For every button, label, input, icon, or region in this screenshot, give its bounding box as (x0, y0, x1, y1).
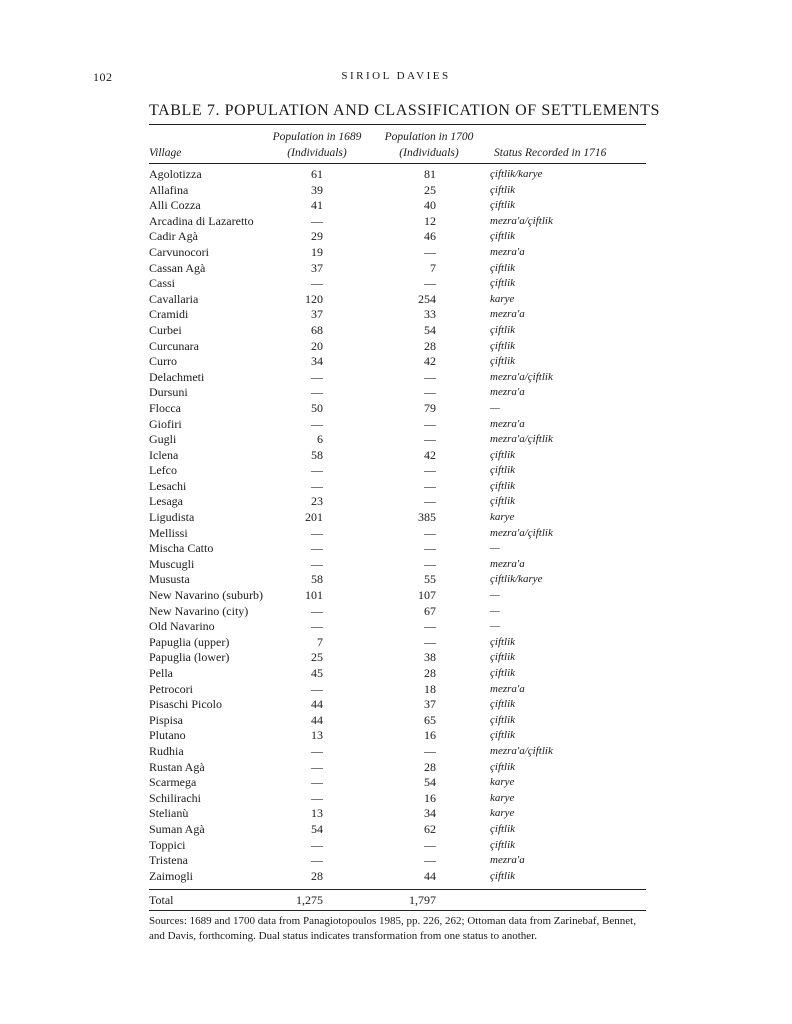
column-header-village: Village (149, 147, 182, 159)
village-cell: Cassi (149, 276, 176, 291)
pop1689-cell: — (311, 837, 323, 852)
table-row (149, 385, 646, 401)
table-row (149, 713, 646, 729)
pop1689-cell: 44 (311, 697, 323, 712)
status-cell: karye (490, 791, 515, 804)
status-cell: mezra'a/çiftlik (490, 744, 553, 757)
table-row (149, 307, 646, 323)
table-row (149, 588, 646, 604)
status-cell: karye (490, 511, 515, 524)
pop1689-cell: 61 (311, 167, 323, 181)
pop1689-cell: 25 (311, 650, 323, 665)
column-header-pop1689-line2: (Individuals) (287, 147, 347, 159)
status-cell: çiftlik (490, 651, 516, 664)
pop1700-cell: 18 (424, 681, 436, 696)
status-cell: mezra'a (490, 245, 525, 258)
page-number: 102 (93, 70, 113, 84)
pop1700-cell: 62 (424, 821, 436, 836)
pop1689-cell: 7 (317, 634, 323, 649)
pop1700-cell: — (424, 541, 436, 556)
village-cell: Petrocori (149, 681, 193, 696)
pop1700-cell: — (424, 556, 436, 571)
status-cell: — (490, 542, 500, 555)
status-cell: çiftlik (490, 822, 516, 835)
table-row (149, 775, 646, 791)
table-row (149, 697, 646, 713)
status-cell: — (490, 604, 500, 617)
table-row (149, 682, 646, 698)
status-cell: çiftlik (490, 199, 516, 212)
pop1700-cell: 12 (424, 213, 436, 228)
table-row (149, 744, 646, 760)
pop1700-cell: 54 (424, 322, 436, 337)
pop1700-cell: 65 (424, 712, 436, 727)
table-row (149, 167, 646, 183)
pop1689-cell: — (311, 759, 323, 774)
status-cell: mezra'a (490, 386, 525, 399)
status-cell: mezra'a/çiftlik (490, 433, 553, 446)
pop1700-cell: — (424, 463, 436, 478)
status-cell: çiftlik (490, 760, 516, 773)
village-cell: Mischa Catto (149, 541, 214, 556)
pop1700-cell: — (424, 853, 436, 868)
status-cell: çiftlik (490, 277, 516, 290)
status-cell: çiftlik (490, 713, 516, 726)
table-row (149, 198, 646, 214)
pop1700-cell: 33 (424, 307, 436, 322)
village-cell: Curbei (149, 322, 182, 337)
status-cell: mezra'a (490, 308, 525, 321)
status-cell: çiftlik (490, 667, 516, 679)
status-cell: — (490, 589, 500, 602)
pop1689-cell: 28 (311, 868, 323, 883)
table-row (149, 292, 646, 308)
village-cell: Pispisa (149, 712, 184, 727)
village-cell: Papuglia (lower) (149, 650, 230, 665)
bottom-rule (149, 910, 646, 911)
village-cell: Zaimogli (149, 868, 193, 883)
pop1689-cell: — (311, 478, 323, 493)
status-cell: çiftlik (490, 464, 516, 477)
table-row (149, 869, 646, 885)
table-row (149, 572, 646, 588)
pop1700-cell: 79 (424, 400, 436, 415)
pop1700-cell: 25 (424, 182, 436, 197)
village-cell: Old Navarino (149, 619, 215, 634)
pop1689-cell: 50 (311, 400, 323, 415)
pop1700-cell: — (424, 525, 436, 540)
status-cell: çiftlik (490, 838, 516, 851)
village-cell: Lesachi (149, 478, 187, 493)
village-cell: Papuglia (upper) (149, 634, 230, 649)
pop1689-cell: — (311, 213, 323, 228)
pop1689-cell: 6 (317, 432, 323, 447)
column-header-pop1700-line1: Population in 1700 (384, 131, 474, 143)
pop1700-cell: 81 (424, 167, 436, 181)
header-rule (149, 163, 646, 164)
status-cell: çiftlik (490, 339, 516, 352)
table-row (149, 604, 646, 620)
pop1689-cell: 19 (311, 244, 323, 259)
village-cell: Lefco (149, 463, 177, 478)
pop1700-cell: — (424, 743, 436, 758)
village-cell: Tristena (149, 853, 188, 868)
total-rule (149, 889, 646, 890)
village-cell: Plutano (149, 728, 186, 743)
pop1700-cell: 254 (418, 291, 436, 306)
pop1689-cell: 20 (311, 338, 323, 353)
pop1689-cell: — (311, 463, 323, 478)
status-cell: çiftlik (490, 479, 516, 492)
village-cell: Schilirachi (149, 790, 201, 805)
pop1689-cell: — (311, 790, 323, 805)
pop1700-cell: 67 (424, 603, 436, 618)
status-cell: çiftlik (490, 355, 516, 368)
table-row (149, 853, 646, 869)
pop1689-cell: 45 (311, 666, 323, 680)
total-pop1689: 1,275 (296, 893, 323, 907)
pop1700-cell: 107 (418, 588, 436, 603)
table-row (149, 557, 646, 573)
status-cell: çiftlik/karye (490, 573, 543, 586)
pop1700-cell: — (424, 385, 436, 400)
pop1689-cell: — (311, 556, 323, 571)
pop1689-cell: 120 (305, 291, 323, 306)
status-cell: karye (490, 776, 515, 789)
village-cell: Curro (149, 354, 177, 369)
pop1689-cell: — (311, 276, 323, 291)
table-row (149, 526, 646, 542)
table-row (149, 323, 646, 339)
pop1689-cell: 39 (311, 182, 323, 197)
status-cell: karye (490, 807, 515, 820)
pop1700-cell: — (424, 432, 436, 447)
pop1689-cell: 37 (311, 260, 323, 275)
pop1700-cell: 34 (424, 806, 436, 821)
pop1700-cell: 16 (424, 790, 436, 805)
pop1689-cell: — (311, 681, 323, 696)
pop1689-cell: — (311, 525, 323, 540)
village-cell: New Navarino (city) (149, 603, 249, 618)
village-cell: Mellissi (149, 525, 188, 540)
pop1700-cell: 16 (424, 728, 436, 743)
pop1689-cell: 34 (311, 354, 323, 369)
village-cell: Ligudista (149, 510, 195, 525)
village-cell: Curcunara (149, 338, 199, 353)
status-cell: çiftlik (490, 495, 516, 508)
pop1689-cell: — (311, 775, 323, 790)
table-row (149, 838, 646, 854)
pop1689-cell: — (311, 416, 323, 431)
village-cell: New Navarino (suburb) (149, 588, 263, 603)
pop1700-cell: 28 (424, 338, 436, 353)
status-cell: mezra'a (490, 854, 525, 867)
status-cell: çiftlik (490, 869, 516, 882)
pop1700-cell: 40 (424, 198, 436, 213)
village-cell: Allafina (149, 182, 189, 197)
status-cell: çiftlik (490, 635, 516, 648)
table-row (149, 806, 646, 822)
pop1700-cell: — (424, 276, 436, 291)
village-cell: Giofiri (149, 416, 182, 431)
pop1689-cell: 41 (311, 198, 323, 213)
pop1689-cell: — (311, 385, 323, 400)
pop1689-cell: 101 (305, 588, 323, 603)
status-cell: çiftlik (490, 261, 516, 274)
table-row (149, 370, 646, 386)
village-cell: Lesaga (149, 494, 183, 509)
table-row (149, 417, 646, 433)
status-cell: mezra'a (490, 557, 525, 570)
table-row (149, 635, 646, 651)
village-cell: Mususta (149, 572, 190, 587)
pop1689-cell: 44 (311, 712, 323, 727)
column-header-pop1689 (262, 129, 372, 161)
village-cell: Cassan Agà (149, 260, 206, 275)
table-row (149, 463, 646, 479)
pop1700-cell: — (424, 634, 436, 649)
village-cell: Iclena (149, 447, 179, 462)
table-row (149, 479, 646, 495)
pop1689-cell: 68 (311, 322, 323, 337)
status-cell: mezra'a/çiftlik (490, 370, 553, 383)
total-row (149, 892, 646, 908)
table-row (149, 760, 646, 776)
pop1689-cell: — (311, 541, 323, 556)
total-pop1700: 1,797 (409, 893, 436, 907)
table-row (149, 339, 646, 355)
pop1700-cell: 37 (424, 697, 436, 712)
pop1700-cell: 42 (424, 354, 436, 369)
status-cell: çiftlik (490, 698, 516, 711)
table-row (149, 276, 646, 292)
table-row (149, 650, 646, 666)
title-rule (149, 124, 646, 125)
pop1700-cell: 28 (424, 759, 436, 774)
table-row (149, 791, 646, 807)
village-cell: Dursuni (149, 385, 188, 400)
pop1700-cell: 28 (424, 666, 436, 680)
table-row (149, 401, 646, 417)
pop1700-cell: 7 (430, 260, 436, 275)
pop1689-cell: — (311, 603, 323, 618)
village-cell: Toppici (149, 837, 186, 852)
column-header-pop1689-line1: Population in 1689 (272, 131, 362, 143)
pop1700-cell: — (424, 837, 436, 852)
table-body (149, 167, 646, 884)
pop1689-cell: — (311, 743, 323, 758)
table-row (149, 619, 646, 635)
village-cell: Delachmeti (149, 369, 205, 384)
status-cell: karye (490, 292, 515, 305)
status-cell: çiftlik (490, 323, 516, 336)
table-row (149, 432, 646, 448)
pop1700-cell: — (424, 416, 436, 431)
village-cell: Cadir Agà (149, 229, 198, 244)
village-cell: Suman Agà (149, 821, 205, 836)
pop1689-cell: 13 (311, 728, 323, 743)
status-cell: çiftlik (490, 183, 516, 196)
table-row (149, 728, 646, 744)
village-cell: Rustan Agà (149, 759, 205, 774)
column-header-pop1700-line2: (Individuals) (399, 147, 459, 159)
pop1700-cell: 54 (424, 775, 436, 790)
table-row (149, 229, 646, 245)
pop1689-cell: 29 (311, 229, 323, 244)
table-row (149, 214, 646, 230)
pop1689-cell: — (311, 619, 323, 634)
pop1689-cell: — (311, 853, 323, 868)
column-header-status: Status Recorded in 1716 (494, 147, 607, 159)
pop1700-cell: 42 (424, 447, 436, 462)
status-cell: çiftlik/karye (490, 168, 543, 180)
village-cell: Carvunocori (149, 244, 209, 259)
table-row (149, 541, 646, 557)
pop1700-cell: 55 (424, 572, 436, 587)
table-row (149, 261, 646, 277)
pop1700-cell: 38 (424, 650, 436, 665)
village-cell: Arcadina di Lazaretto (149, 213, 254, 228)
village-cell: Scarmega (149, 775, 197, 790)
village-cell: Flocca (149, 400, 181, 415)
village-cell: Gugli (149, 432, 177, 447)
pop1689-cell: 13 (311, 806, 323, 821)
pop1689-cell: 23 (311, 494, 323, 509)
pop1689-cell: 37 (311, 307, 323, 322)
status-cell: — (490, 401, 500, 414)
table-row (149, 666, 646, 682)
status-cell: çiftlik (490, 729, 516, 742)
table-row (149, 183, 646, 199)
status-cell: mezra'a/çiftlik (490, 526, 553, 539)
pop1700-cell: — (424, 478, 436, 493)
village-cell: Alli Cozza (149, 198, 201, 213)
sources-note: Sources: 1689 and 1700 data from Panagiotopoulos 1985, pp. 226, 262; Ottoman data from Zarinebaf, Bennet, and Davis, forthcoming. Dual status indicates transformation from one status to another. (149, 915, 636, 942)
status-cell: çiftlik (490, 230, 516, 243)
pop1700-cell: — (424, 494, 436, 509)
village-cell: Cavallaria (149, 291, 199, 306)
pop1689-cell: 54 (311, 821, 323, 836)
village-cell: Pella (149, 666, 173, 680)
column-header-pop1700 (372, 129, 486, 161)
status-cell: çiftlik (490, 448, 516, 461)
pop1700-cell: — (424, 244, 436, 259)
table-row (149, 245, 646, 261)
pop1700-cell: — (424, 369, 436, 384)
pop1689-cell: — (311, 369, 323, 384)
total-label: Total (149, 893, 174, 907)
running-head: SIRIOL DAVIES (341, 70, 451, 82)
table-title: TABLE 7. POPULATION AND CLASSIFICATION OF SETTLEMENTS (149, 102, 660, 119)
table-row (149, 510, 646, 526)
pop1689-cell: 58 (311, 447, 323, 462)
pop1689-cell: 58 (311, 572, 323, 587)
village-cell: Rudhia (149, 743, 184, 758)
pop1700-cell: — (424, 619, 436, 634)
status-cell: mezra'a/çiftlik (490, 214, 553, 227)
table-row (149, 822, 646, 838)
pop1700-cell: 385 (418, 510, 436, 525)
village-cell: Agolotizza (149, 167, 202, 181)
pop1700-cell: 44 (424, 868, 436, 883)
table-row (149, 354, 646, 370)
pop1700-cell: 46 (424, 229, 436, 244)
village-cell: Muscugli (149, 556, 195, 571)
status-cell: — (490, 620, 500, 633)
village-cell: Stelianù (149, 806, 189, 821)
status-cell: mezra'a (490, 682, 525, 695)
village-cell: Cramidi (149, 307, 189, 322)
village-cell: Pisaschi Picolo (149, 697, 223, 712)
status-cell: mezra'a (490, 417, 525, 430)
pop1689-cell: 201 (305, 510, 323, 525)
table-row (149, 494, 646, 510)
table-row (149, 448, 646, 464)
